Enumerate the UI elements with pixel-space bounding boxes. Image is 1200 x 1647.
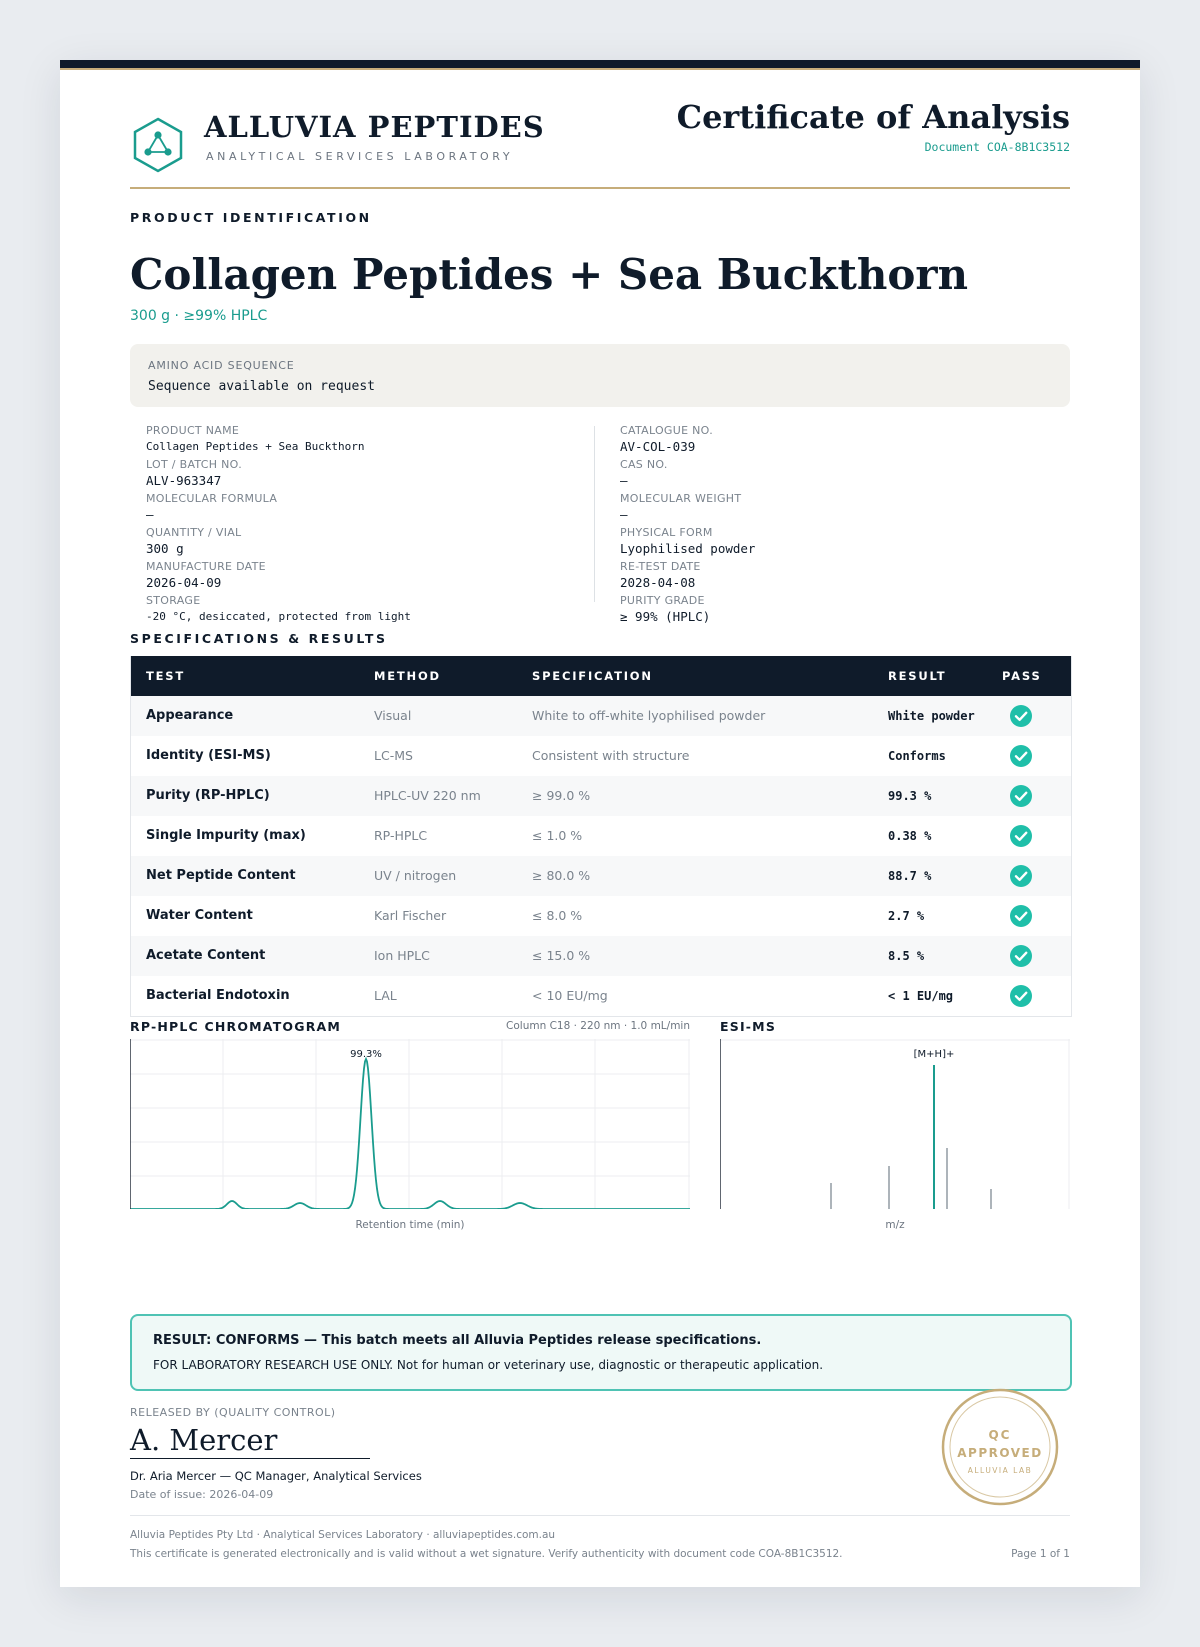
footer-company: Alluvia Peptides Pty Ltd · Analytical Services Laboratory · alluviapeptides.com.au — [130, 1529, 556, 1541]
table-row — [131, 816, 1071, 856]
issue-date: Date of issue: 2026-04-09 — [130, 1488, 274, 1501]
specification-cell: White to off-white lyophilised powder — [532, 708, 766, 723]
test-cell: Identity (ESI-MS) — [146, 748, 271, 763]
result-cell: Conforms — [888, 749, 946, 763]
result-cell: 99.3 % — [888, 789, 932, 803]
field-label: CAS NO. — [620, 458, 668, 471]
field-value: AV-COL-039 — [620, 439, 696, 454]
field-value: Collagen Peptides + Sea Buckthorn — [146, 440, 365, 453]
method-cell: RP-HPLC — [374, 828, 428, 843]
sequence-value: Sequence available on request — [148, 379, 375, 394]
result-cell: 8.5 % — [888, 949, 925, 963]
column-header-result: RESULT — [888, 669, 947, 683]
method-cell: Ion HPLC — [374, 948, 430, 963]
stamp-line-2: APPROVED — [957, 1446, 1043, 1460]
test-cell: Acetate Content — [146, 948, 266, 963]
field-value: ≥ 99% (HPLC) — [620, 609, 711, 624]
hexagon-molecule-icon — [132, 116, 184, 174]
sequence-label: AMINO ACID SEQUENCE — [148, 359, 295, 372]
top-bar — [60, 60, 1140, 68]
stamp-line-1: QC — [988, 1428, 1012, 1442]
table-row — [131, 856, 1071, 896]
ms-x-axis-label: m/z — [885, 1219, 905, 1231]
page-number: Page 1 of 1 — [1011, 1548, 1070, 1560]
field-label: MANUFACTURE DATE — [146, 560, 266, 573]
result-cell: 0.38 % — [888, 829, 932, 843]
field-value: 300 g — [146, 541, 184, 556]
esi-ms-spectrum — [720, 1039, 1070, 1209]
method-cell: Visual — [374, 708, 412, 723]
result-headline: RESULT: CONFORMS — This batch meets all Alluvia Peptides release specifications. — [153, 1333, 762, 1348]
specification-cell: ≤ 15.0 % — [532, 948, 591, 963]
column-header-method: METHOD — [374, 669, 441, 683]
test-cell: Single Impurity (max) — [146, 828, 306, 843]
certificate-title: Certificate of Analysis — [676, 98, 1070, 136]
specs-section-label: SPECIFICATIONS & RESULTS — [130, 631, 388, 646]
column-header-test: TEST — [146, 669, 186, 683]
field-label: RE-TEST DATE — [620, 560, 701, 573]
field-value: — — [620, 473, 628, 488]
specification-cell: Consistent with structure — [532, 748, 690, 763]
field-value: -20 °C, desiccated, protected from light — [146, 610, 411, 623]
method-cell: UV / nitrogen — [374, 868, 457, 883]
result-banner — [130, 1314, 1072, 1391]
field-value: ALV-963347 — [146, 473, 222, 488]
column-header-specification: SPECIFICATION — [532, 669, 653, 683]
test-cell: Appearance — [146, 708, 234, 723]
method-cell: LAL — [374, 988, 397, 1003]
field-label: MOLECULAR FORMULA — [146, 492, 278, 505]
field-value: Lyophilised powder — [620, 541, 756, 556]
footer-validity-note: This certificate is generated electronically and is valid without a wet signature. Verify authenticity with document code COA-8B1C3512. — [130, 1548, 843, 1560]
stamp-line-3: ALLUVIA LAB — [967, 1466, 1033, 1475]
signature: A. Mercer — [130, 1423, 278, 1457]
test-cell: Bacterial Endotoxin — [146, 988, 290, 1003]
result-cell: 2.7 % — [888, 909, 925, 923]
document-code: Document COA-8B1C3512 — [924, 140, 1070, 154]
header-divider — [130, 187, 1070, 189]
research-use-note: FOR LABORATORY RESEARCH USE ONLY. Not for human or veterinary use, diagnostic or therapeutic application. — [153, 1358, 824, 1372]
field-value: — — [146, 507, 154, 522]
pass-check-icon — [1010, 985, 1032, 1007]
field-value: 2028-04-08 — [620, 575, 696, 590]
table-row — [131, 776, 1071, 816]
brand-tagline: ANALYTICAL SERVICES LABORATORY — [206, 150, 514, 163]
specification-cell: ≤ 1.0 % — [532, 828, 583, 843]
pass-check-icon — [1010, 785, 1032, 807]
ms-peak-label: [M+H]+ — [913, 1049, 955, 1060]
ms-chart-title: ESI-MS — [720, 1019, 777, 1034]
table-body — [131, 696, 1071, 1016]
qc-approved-stamp-icon — [940, 1387, 1060, 1507]
field-label: PRODUCT NAME — [146, 424, 240, 437]
test-cell: Net Peptide Content — [146, 868, 296, 883]
signature-line — [130, 1458, 370, 1459]
hplc-trace-line — [130, 1059, 690, 1209]
pass-check-icon — [1010, 945, 1032, 967]
method-cell: Karl Fischer — [374, 908, 447, 923]
pass-check-icon — [1010, 905, 1032, 927]
field-label: PHYSICAL FORM — [620, 526, 713, 539]
signatory-role: Dr. Aria Mercer — QC Manager, Analytical Services — [130, 1469, 422, 1483]
field-label: PURITY GRADE — [620, 594, 705, 607]
field-label: QUANTITY / VIAL — [146, 526, 242, 539]
table-row — [131, 896, 1071, 936]
product-subtitle: 300 g · ≥99% HPLC — [130, 308, 268, 324]
product-title: Collagen Peptides + Sea Buckthorn — [130, 250, 969, 299]
hplc-peak-label: 99.3% — [350, 1049, 382, 1060]
specification-cell: < 10 EU/mg — [532, 988, 608, 1003]
table-row — [131, 976, 1071, 1016]
result-cell: 88.7 % — [888, 869, 932, 883]
field-column-divider — [594, 426, 595, 602]
field-value: — — [620, 507, 628, 522]
pass-check-icon — [1010, 825, 1032, 847]
result-cell: < 1 EU/mg — [888, 989, 954, 1003]
field-label: CATALOGUE NO. — [620, 424, 713, 437]
test-cell: Purity (RP-HPLC) — [146, 788, 270, 803]
pass-check-icon — [1010, 705, 1032, 727]
top-bar-accent — [60, 68, 1140, 70]
brand-name: ALLUVIA PEPTIDES — [204, 110, 545, 144]
field-value: 2026-04-09 — [146, 575, 222, 590]
table-row — [131, 736, 1071, 776]
table-row — [131, 936, 1071, 976]
pass-check-icon — [1010, 865, 1032, 887]
released-by-label: RELEASED BY (QUALITY CONTROL) — [130, 1406, 336, 1419]
table-row — [131, 696, 1071, 736]
specification-cell: ≥ 80.0 % — [532, 868, 591, 883]
method-cell: LC-MS — [374, 748, 413, 763]
certificate-sheet — [60, 60, 1140, 1587]
sequence-box — [130, 344, 1070, 407]
field-label: STORAGE — [146, 594, 201, 607]
column-header-pass: PASS — [1002, 669, 1042, 683]
field-label: LOT / BATCH NO. — [146, 458, 242, 471]
specs-table — [130, 656, 1072, 1017]
hplc-x-axis-label: Retention time (min) — [355, 1219, 465, 1231]
test-cell: Water Content — [146, 908, 253, 923]
hplc-chart-title: RP-HPLC CHROMATOGRAM — [130, 1019, 342, 1034]
product-section-label: PRODUCT IDENTIFICATION — [130, 210, 372, 225]
hplc-chart-meta: Column C18 · 220 nm · 1.0 mL/min — [506, 1020, 690, 1032]
table-header — [131, 656, 1071, 696]
result-cell: White powder — [888, 709, 975, 723]
footer-divider — [130, 1515, 1070, 1516]
hplc-chromatogram — [130, 1039, 690, 1209]
pass-check-icon — [1010, 745, 1032, 767]
specification-cell: ≥ 99.0 % — [532, 788, 591, 803]
specification-cell: ≤ 8.0 % — [532, 908, 583, 923]
method-cell: HPLC-UV 220 nm — [374, 788, 481, 803]
field-label: MOLECULAR WEIGHT — [620, 492, 742, 505]
